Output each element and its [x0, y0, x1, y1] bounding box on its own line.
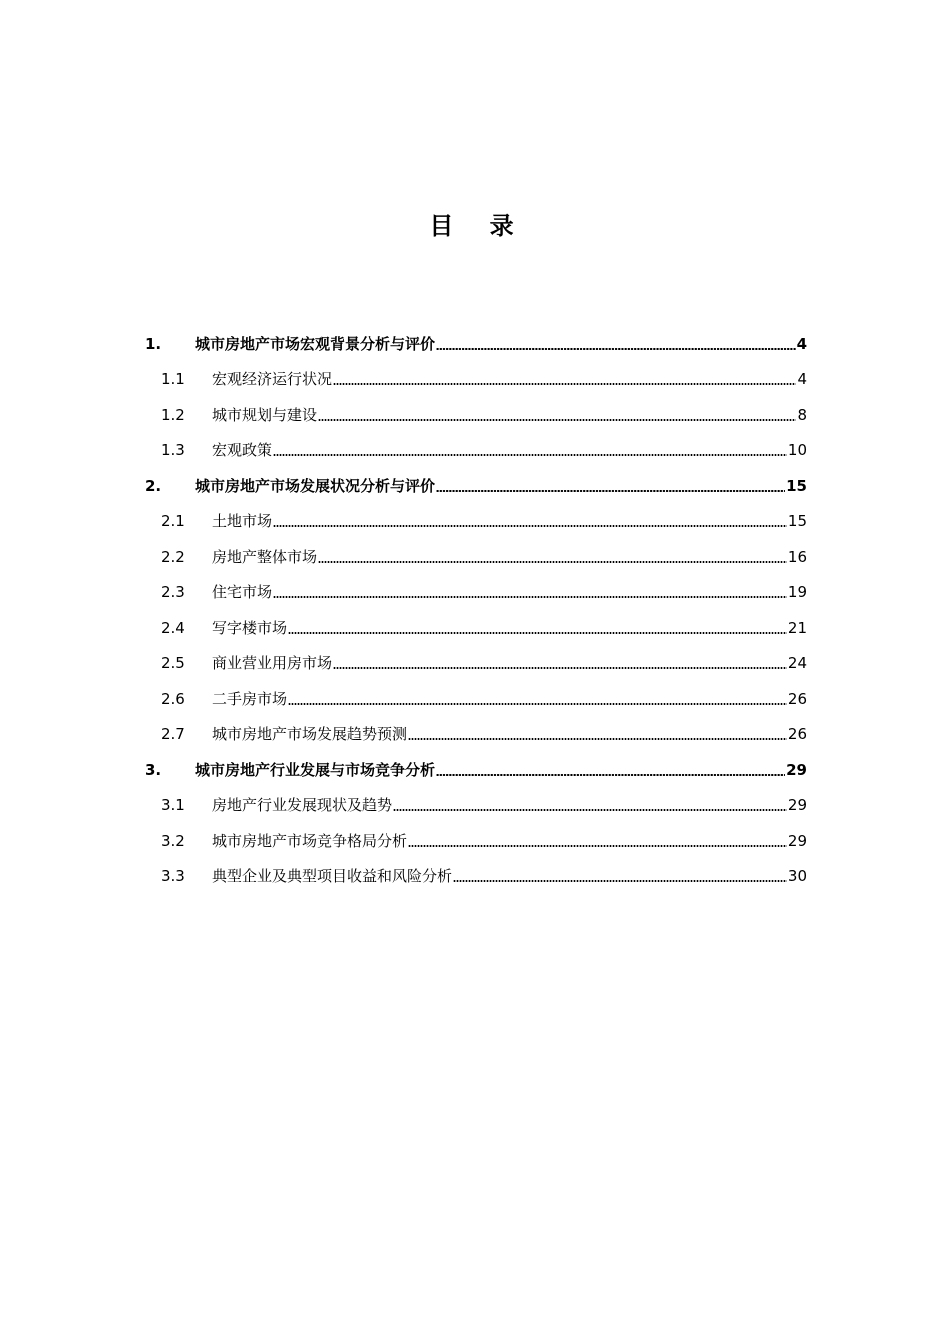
- toc-dot-leader: [288, 703, 787, 705]
- toc-entry-page-number: 4: [797, 370, 807, 388]
- toc-chapter-entry[interactable]: [145, 744, 807, 780]
- toc-dot-leader: [408, 845, 787, 847]
- toc-dot-leader: [273, 454, 787, 456]
- toc-entry-label: 房地产整体市场: [212, 547, 318, 566]
- toc-dot-leader: [333, 667, 787, 669]
- toc-entry-label: 写字楼市场: [212, 618, 288, 637]
- toc-section-entry[interactable]: [145, 567, 807, 603]
- toc-entry-number: 2.: [145, 476, 162, 495]
- toc-entry-label: 住宅市场: [212, 583, 273, 601]
- toc-entry-page-number: 10: [787, 441, 807, 459]
- toc-entry-label: 典型企业及典型项目收益和风险分析: [212, 867, 453, 885]
- toc-dot-leader: [318, 561, 787, 563]
- toc-entry-number: 1.1: [161, 370, 185, 388]
- toc-entry-page-number: 26: [787, 725, 807, 743]
- toc-entry-page-number: 19: [787, 583, 807, 601]
- toc-dot-leader: [273, 596, 787, 598]
- toc-entry-label: 城市房地产市场发展状况分析与评价: [195, 476, 436, 495]
- toc-section-entry[interactable]: [145, 602, 807, 638]
- toc-entry-label: 二手房市场: [212, 689, 288, 708]
- toc-entry-page-number: 16: [787, 547, 807, 566]
- toc-dot-leader: [333, 383, 796, 385]
- toc-section-entry[interactable]: [145, 531, 807, 567]
- toc-entry-page-number: 29: [787, 831, 807, 850]
- toc-entry-label: 城市规划与建设: [212, 405, 318, 424]
- toc-dot-leader: [408, 738, 787, 740]
- toc-dot-leader: [453, 880, 787, 882]
- toc-section-entry[interactable]: [145, 851, 807, 887]
- toc-entry-number: 2.3: [161, 583, 185, 601]
- toc-section-entry[interactable]: [145, 638, 807, 674]
- toc-entry-number: 1.2: [161, 405, 185, 424]
- toc-section-entry[interactable]: [145, 780, 807, 816]
- toc-entry-label: 城市房地产行业发展与市场竞争分析: [195, 760, 436, 779]
- toc-entry-page-number: 4: [796, 334, 807, 353]
- toc-title: 目 录: [429, 212, 528, 240]
- toc-section-entry[interactable]: [145, 709, 807, 745]
- toc-entry-label: 宏观经济运行状况: [212, 370, 333, 388]
- toc-entry-label: 城市房地产市场发展趋势预测: [212, 725, 408, 743]
- toc-dot-leader: [436, 348, 796, 350]
- toc-entry-label: 宏观政策: [212, 441, 273, 459]
- toc-entry-page-number: 26: [787, 689, 807, 708]
- toc-dot-leader: [393, 809, 787, 811]
- toc-entry-number: 2.4: [161, 618, 185, 637]
- toc-dot-leader: [318, 419, 796, 421]
- toc-entry-page-number: 15: [786, 476, 807, 495]
- toc-entry-number: 2.1: [161, 512, 185, 530]
- toc-chapter-entry[interactable]: [145, 318, 807, 354]
- toc-entry-label: 商业营业用房市场: [212, 654, 333, 672]
- toc-dot-leader: [288, 632, 787, 634]
- toc-entry-number: 2.5: [161, 654, 185, 672]
- toc-entry-number: 3.2: [161, 831, 185, 850]
- toc-entry-label: 城市房地产市场宏观背景分析与评价: [195, 334, 436, 353]
- toc-entry-page-number: 29: [787, 796, 807, 814]
- toc-entry-page-number: 21: [787, 618, 807, 637]
- toc-entry-number: 3.: [145, 760, 162, 779]
- toc-entry-page-number: 29: [786, 760, 807, 779]
- toc-chapter-entry[interactable]: [145, 460, 807, 496]
- toc-section-entry[interactable]: [145, 354, 807, 390]
- toc-dot-leader: [436, 774, 785, 776]
- toc-entry-page-number: 24: [787, 654, 807, 672]
- toc-section-entry[interactable]: [145, 496, 807, 532]
- toc-section-entry[interactable]: [145, 815, 807, 851]
- toc-entry-number: 1.3: [161, 441, 185, 459]
- toc-dot-leader: [436, 490, 785, 492]
- toc-entry-page-number: 30: [787, 867, 807, 885]
- table-of-contents: [145, 318, 807, 886]
- toc-dot-leader: [273, 525, 787, 527]
- toc-entry-number: 2.2: [161, 547, 185, 566]
- toc-entry-number: 1.: [145, 334, 162, 353]
- toc-entry-number: 3.3: [161, 867, 185, 885]
- toc-entry-number: 2.6: [161, 689, 185, 708]
- toc-entry-page-number: 15: [787, 512, 807, 530]
- toc-section-entry[interactable]: [145, 673, 807, 709]
- toc-section-entry[interactable]: [145, 389, 807, 425]
- toc-entry-number: 3.1: [161, 796, 185, 814]
- toc-entry-label: 土地市场: [212, 512, 273, 530]
- toc-entry-page-number: 8: [797, 405, 807, 424]
- toc-entry-label: 城市房地产市场竞争格局分析: [212, 831, 408, 850]
- toc-entry-label: 房地产行业发展现状及趋势: [212, 796, 393, 814]
- toc-section-entry[interactable]: [145, 425, 807, 461]
- toc-entry-number: 2.7: [161, 725, 185, 743]
